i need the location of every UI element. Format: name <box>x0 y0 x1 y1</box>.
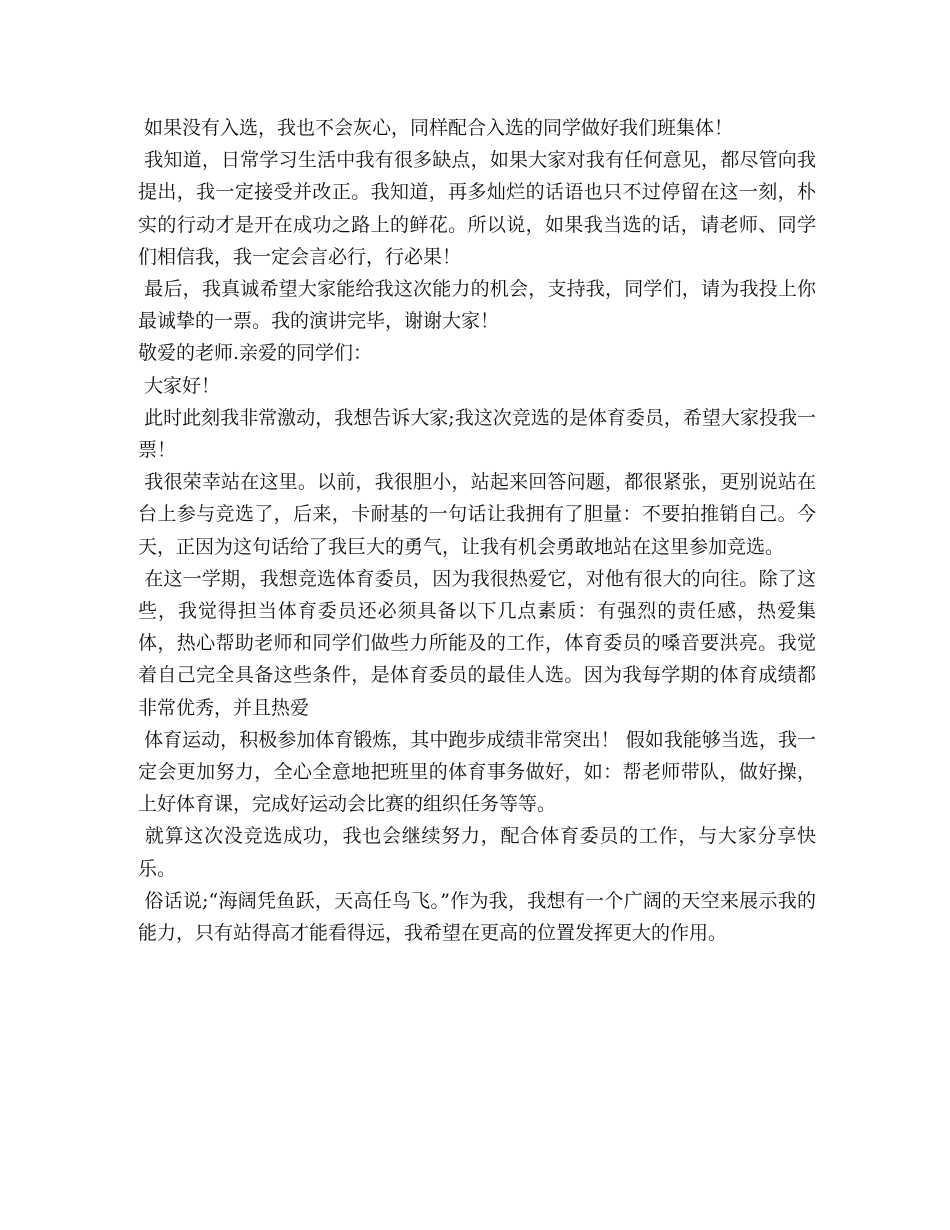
paragraph-9: 体育运动，积极参加体育锻炼，其中跑步成绩非常突出！ 假如我能够当选，我一定会更加努力，全心全意地把班里的体育事务做好，如：帮老师带队，做好操，上好体育课，完成好运动会比赛的组织任务等等。 <box>138 728 817 816</box>
paragraph-6: 此时此刻我非常激动，我想告诉大家;我这次竞选的是体育委员，希望大家投我一票！ <box>138 406 816 462</box>
document-page <box>138 112 816 949</box>
paragraph-1: 如果没有入选，我也不会灰心，同样配合入选的同学做好我们班集体！ <box>138 117 734 139</box>
paragraph-2: 我知道，日常学习生活中我有很多缺点，如果大家对我有任何意见，都尽管向我提出，我一定接受并改正。我知道，再多灿烂的话语也只不过停留在这一刻，朴实的行动才是开在成功之路上的鲜花。所以说，如果我当选的话，请老师、同学们相信我，我一定会言必行，行必果！ <box>138 149 816 268</box>
greeting: 大家好！ <box>138 374 221 397</box>
paragraph-11: 俗话说;“海阔凭鱼跃，天高任鸟飞。”作为我，我想有一个广阔的天空来展示我的能力，只有站得高才能看得远，我希望在更高的位置发挥更大的作用。 <box>138 889 816 945</box>
paragraph-10: 就算这次没竞选成功，我也会继续努力，配合体育委员的工作，与大家分享快乐。 <box>138 825 816 880</box>
paragraph-3: 最后，我真诚希望大家能给我这次能力的机会，支持我，同学们，请为我投上你最诚挚的一票。我的演讲完毕，谢谢大家！ <box>138 278 816 333</box>
paragraph-8: 在这一学期，我想竞选体育委员，因为我很热爱它，对他有很大的向往。除了这些，我觉得担当体育委员还必须具备以下几点素质：有强烈的责任感，热爱集体，热心帮助老师和同学们做些力所能及的工作，体育委员的嗓音要洪亮。我觉着自己完全具备这些条件，是体育委员的最佳人选。因为我每学期的体育成绩都非常优秀，并且热爱 <box>138 567 816 719</box>
salutation: 敬爱的老师.亲爱的同学们： <box>138 342 373 365</box>
paragraph-7: 我很荣幸站在这里。以前，我很胆小，站起来回答问题，都很紧张，更别说站在台上参与竞选了，后来，卡耐基的一句话让我拥有了胆量：不要拍推销自己。今天，正因为这句话给了我巨大的勇气，让我有机会勇敢地站在这里参加竞选。 <box>138 471 816 558</box>
